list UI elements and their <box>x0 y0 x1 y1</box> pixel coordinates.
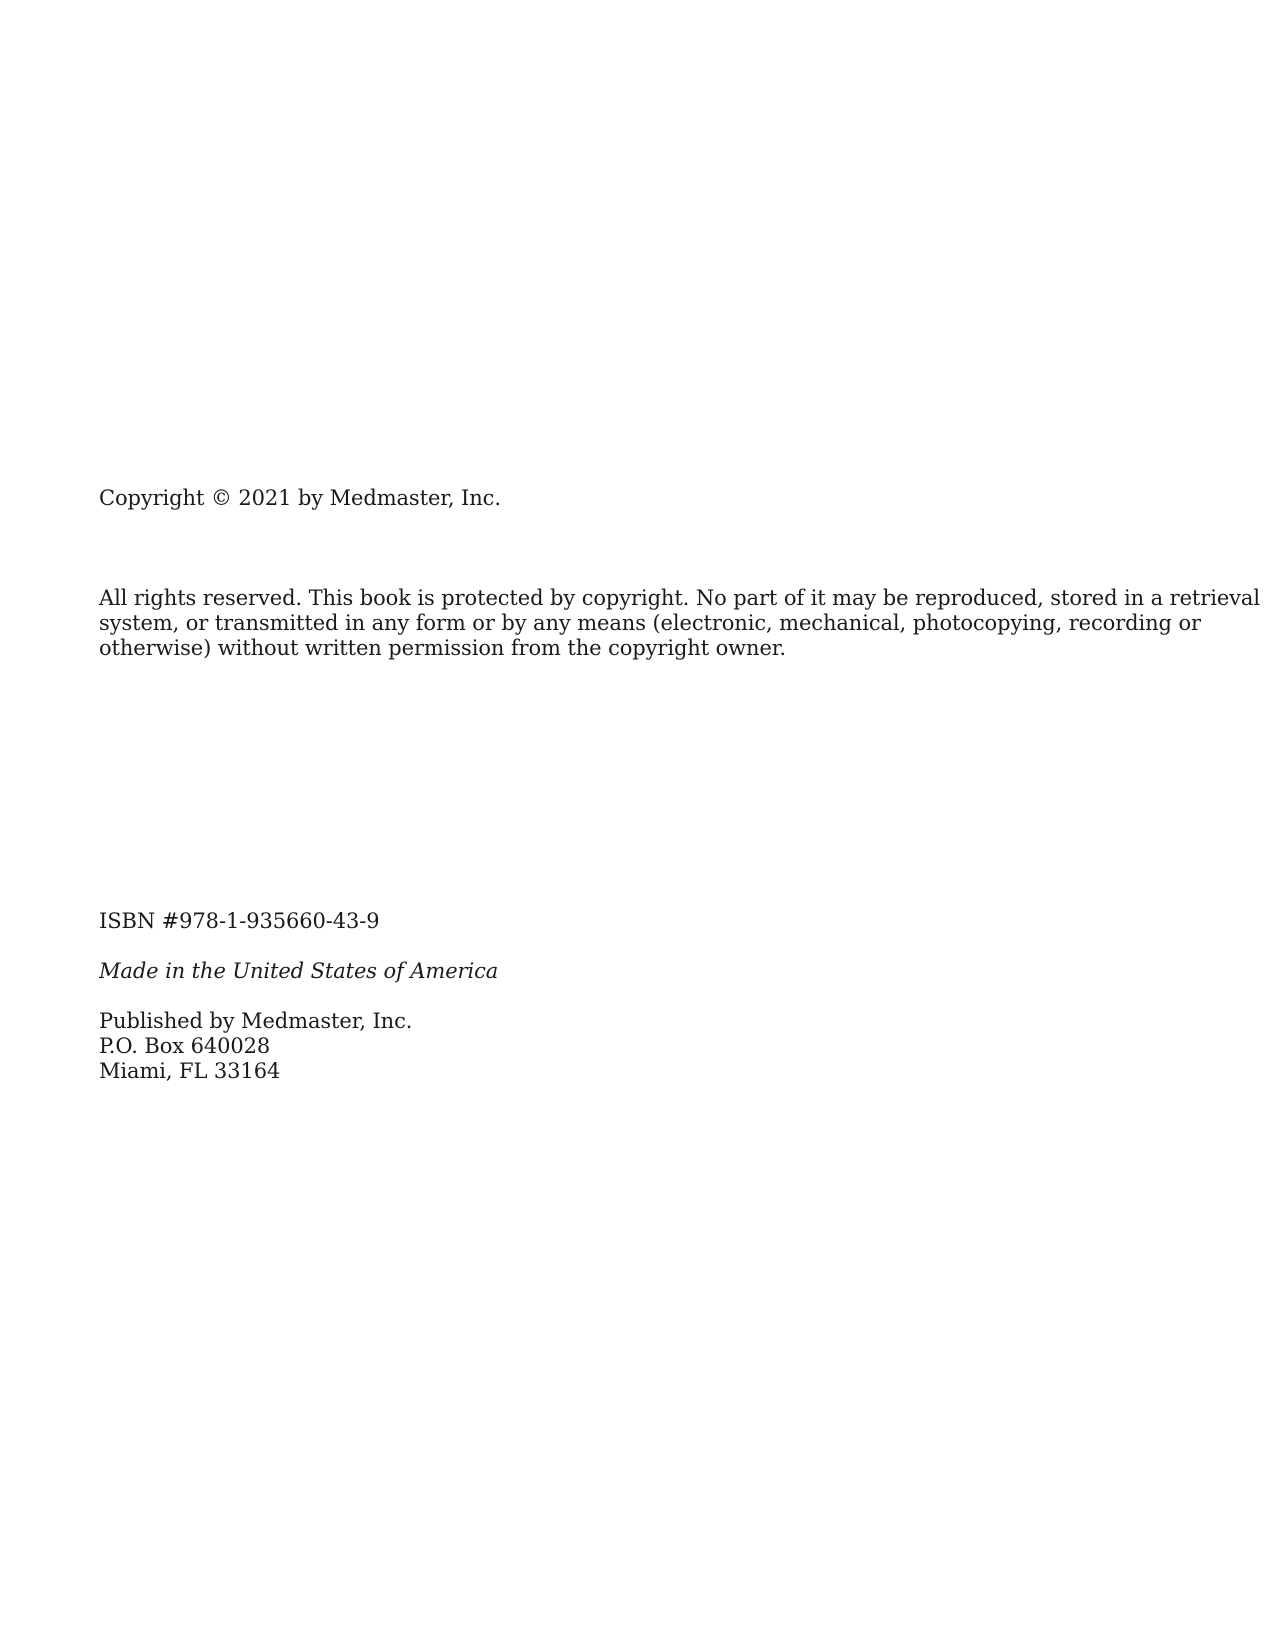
rights-line-3: otherwise) without written permission from the copyright owner. <box>99 636 786 660</box>
publisher-address: P.O. Box 640028 <box>99 1034 271 1058</box>
publisher-city: Miami, FL 33164 <box>99 1059 281 1083</box>
copyright-notice: Copyright © 2021 by Medmaster, Inc. <box>99 486 501 510</box>
rights-line-1: All rights reserved. This book is protected by copyright. No part of it may be reproduced, stored in a retrieval <box>99 586 1260 610</box>
made-in-statement: Made in the United States of America <box>99 959 499 983</box>
rights-line-2: system, or transmitted in any form or by any means (electronic, mechanical, photocopying, recording or <box>99 611 1201 635</box>
publisher-block <box>99 1009 412 1084</box>
isbn: ISBN #978-1-935660-43-9 <box>99 909 380 933</box>
rights-statement <box>99 586 1260 661</box>
publisher-name: Published by Medmaster, Inc. <box>99 1009 413 1033</box>
